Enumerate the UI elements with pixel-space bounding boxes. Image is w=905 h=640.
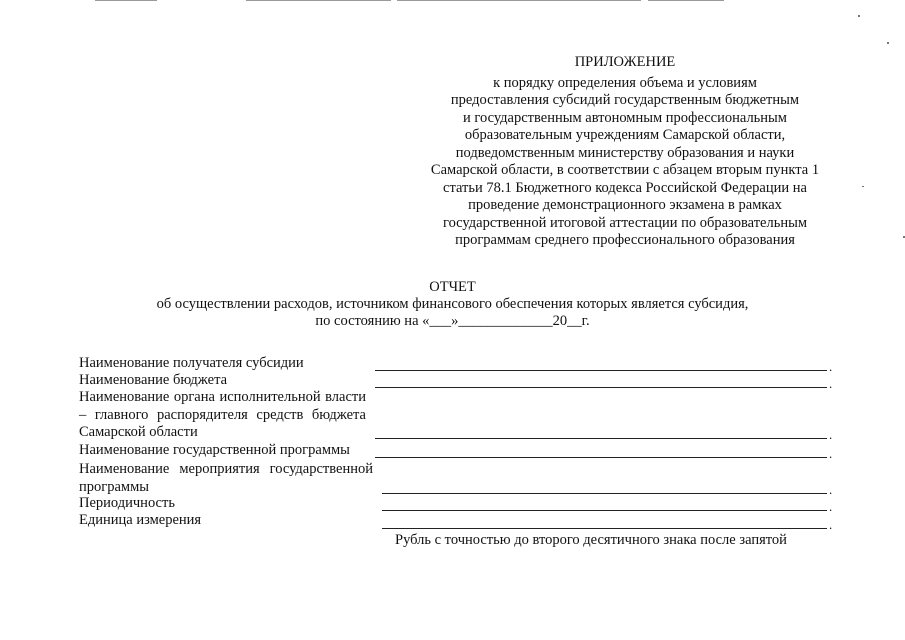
field-label-authority: Наименование органа исполнительной власти – главного распорядителя средств бюджета Самарской области [79,389,366,440]
field-label-event: Наименование мероприятия государственной программы [79,461,373,495]
field-line-program[interactable] [375,457,827,458]
appendix-heading: ПРИЛОЖЕНИЕ [574,54,676,70]
scan-speck [862,186,864,187]
appendix-line: образовательным учреждениям Самарской области, [464,127,786,143]
appendix-block [405,54,845,250]
field-line-end: . [829,482,833,497]
appendix-line: статьи 78.1 Бюджетного кодекса Российской Федерации на [443,179,807,196]
scan-artifact-line [95,0,157,1]
field-line-budget[interactable] [375,387,827,388]
field-line-end: . [829,359,833,374]
appendix-line: и государственным автономным профессиональным [463,109,787,126]
field-line-end: . [829,446,833,461]
field-label-recipient: Наименование получателя субсидии [79,355,304,371]
field-label-budget: Наименование бюджета [79,372,228,388]
field-line-end: . [829,376,833,391]
unit-note: Рубль с точностью до второго десятичного знака после запятой [395,532,787,548]
appendix-line: к порядку определения объема и условиям [493,74,757,91]
appendix-line: проведение демонстрационного экзамена в рамках [468,197,782,213]
field-line-recipient[interactable] [375,370,827,371]
report-title: ОТЧЕТ [429,279,476,295]
field-line-end: . [829,427,833,442]
field-label-program: Наименование государственной программы [79,442,350,458]
report-date-line: по состоянию на «___»_____________20__г. [315,313,590,329]
appendix-line: предоставления субсидий государственным бюджетным [450,92,800,108]
scan-artifact-line [397,0,641,1]
scan-speck [887,42,889,44]
field-line-event[interactable] [382,493,827,494]
field-line-end: . [829,499,833,514]
scan-artifact-line [246,0,391,1]
field-line-unit[interactable] [382,528,827,529]
field-label-periodicity: Периодичность [79,495,175,511]
scan-artifact-line [648,0,724,1]
appendix-line: программам среднего профессионального образования [455,232,795,248]
appendix-line: Самарской области, в соответствии с абзацем вторым пункта 1 [430,162,820,178]
field-line-end: . [829,517,833,532]
report-subtitle: об осуществлении расходов, источником финансового обеспечения которых является субсидия, [156,296,749,312]
appendix-line: государственной итоговой аттестации по образовательным [442,214,807,231]
report-title-block [0,279,905,330]
field-line-authority[interactable] [375,438,827,439]
scan-speck [858,15,860,17]
field-line-periodicity[interactable] [382,510,827,511]
field-label-unit: Единица измерения [79,512,202,528]
appendix-line: подведомственным министерству образования и науки [455,144,795,161]
